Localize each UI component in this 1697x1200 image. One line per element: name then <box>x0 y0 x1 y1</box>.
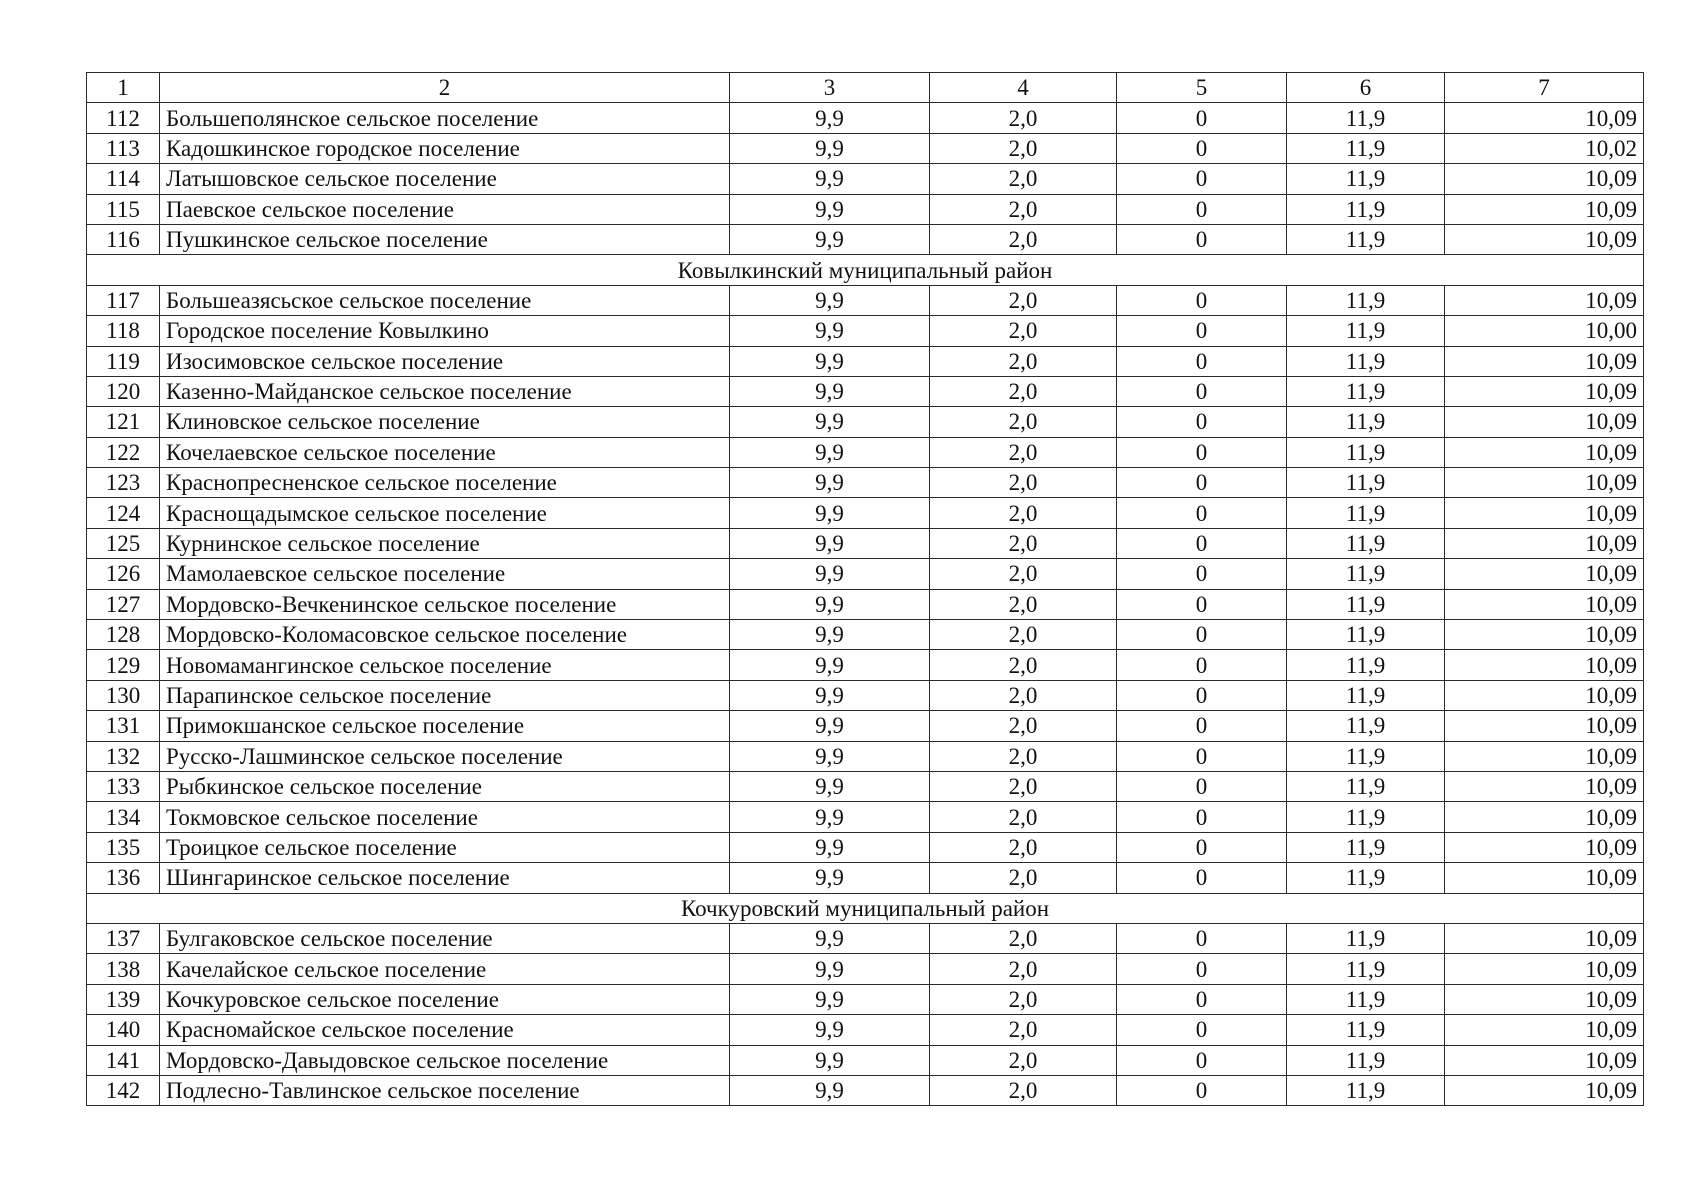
value-col-7: 10,09 <box>1445 741 1644 771</box>
value-col-7: 10,00 <box>1445 316 1644 346</box>
row-number: 139 <box>87 984 160 1014</box>
value-col-5: 0 <box>1117 863 1287 893</box>
value-col-5: 0 <box>1117 103 1287 133</box>
settlement-name: Краснопресненское сельское поселение <box>160 468 730 498</box>
settlement-name: Кадошкинское городское поселение <box>160 133 730 163</box>
table-row <box>87 741 1644 771</box>
row-number: 112 <box>87 103 160 133</box>
row-number: 135 <box>87 832 160 862</box>
row-number: 137 <box>87 923 160 953</box>
value-col-6: 11,9 <box>1287 498 1445 528</box>
table-row <box>87 863 1644 893</box>
value-col-7: 10,09 <box>1445 437 1644 467</box>
value-col-4: 2,0 <box>930 224 1117 254</box>
value-col-4: 2,0 <box>930 741 1117 771</box>
value-col-7: 10,09 <box>1445 771 1644 801</box>
value-col-4: 2,0 <box>930 1045 1117 1075</box>
value-col-3: 9,9 <box>730 285 930 315</box>
value-col-3: 9,9 <box>730 711 930 741</box>
value-col-6: 11,9 <box>1287 984 1445 1014</box>
value-col-7: 10,09 <box>1445 620 1644 650</box>
table-row <box>87 498 1644 528</box>
row-number: 138 <box>87 954 160 984</box>
value-col-7: 10,09 <box>1445 468 1644 498</box>
row-number: 131 <box>87 711 160 741</box>
value-col-3: 9,9 <box>730 468 930 498</box>
settlement-name: Большеполянское сельское поселение <box>160 103 730 133</box>
table-row <box>87 1075 1644 1105</box>
table-row <box>87 1045 1644 1075</box>
row-number: 130 <box>87 680 160 710</box>
value-col-6: 11,9 <box>1287 1015 1445 1045</box>
value-col-3: 9,9 <box>730 923 930 953</box>
district-section-row <box>87 255 1644 285</box>
table-row <box>87 407 1644 437</box>
value-col-6: 11,9 <box>1287 407 1445 437</box>
value-col-3: 9,9 <box>730 194 930 224</box>
value-col-3: 9,9 <box>730 954 930 984</box>
value-col-5: 0 <box>1117 711 1287 741</box>
row-number: 124 <box>87 498 160 528</box>
value-col-7: 10,09 <box>1445 1075 1644 1105</box>
header-cell: 1 <box>87 73 160 103</box>
table-row <box>87 164 1644 194</box>
row-number: 122 <box>87 437 160 467</box>
value-col-3: 9,9 <box>730 224 930 254</box>
table-row <box>87 711 1644 741</box>
settlement-name: Латышовское сельское поселение <box>160 164 730 194</box>
value-col-6: 11,9 <box>1287 711 1445 741</box>
value-col-4: 2,0 <box>930 133 1117 163</box>
district-section-row <box>87 893 1644 923</box>
table-header-row <box>87 73 1644 103</box>
value-col-7: 10,09 <box>1445 346 1644 376</box>
value-col-5: 0 <box>1117 741 1287 771</box>
header-cell: 2 <box>160 73 730 103</box>
value-col-7: 10,09 <box>1445 954 1644 984</box>
value-col-5: 0 <box>1117 407 1287 437</box>
value-col-6: 11,9 <box>1287 559 1445 589</box>
value-col-4: 2,0 <box>930 437 1117 467</box>
settlement-name: Паевское сельское поселение <box>160 194 730 224</box>
settlement-name: Городское поселение Ковылкино <box>160 316 730 346</box>
table-row <box>87 771 1644 801</box>
table-row <box>87 559 1644 589</box>
settlement-name: Краснощадымское сельское поселение <box>160 498 730 528</box>
row-number: 128 <box>87 620 160 650</box>
district-title: Ковылкинский муниципальный район <box>87 255 1644 285</box>
value-col-3: 9,9 <box>730 832 930 862</box>
row-number: 142 <box>87 1075 160 1105</box>
row-number: 114 <box>87 164 160 194</box>
value-col-4: 2,0 <box>930 680 1117 710</box>
value-col-6: 11,9 <box>1287 1075 1445 1105</box>
table-row <box>87 224 1644 254</box>
value-col-5: 0 <box>1117 832 1287 862</box>
settlement-name: Качелайское сельское поселение <box>160 954 730 984</box>
value-col-3: 9,9 <box>730 528 930 558</box>
value-col-7: 10,09 <box>1445 164 1644 194</box>
value-col-4: 2,0 <box>930 194 1117 224</box>
table-row <box>87 954 1644 984</box>
value-col-5: 0 <box>1117 194 1287 224</box>
value-col-5: 0 <box>1117 437 1287 467</box>
value-col-4: 2,0 <box>930 923 1117 953</box>
value-col-6: 11,9 <box>1287 194 1445 224</box>
value-col-7: 10,09 <box>1445 498 1644 528</box>
value-col-7: 10,09 <box>1445 863 1644 893</box>
value-col-6: 11,9 <box>1287 437 1445 467</box>
value-col-4: 2,0 <box>930 711 1117 741</box>
value-col-5: 0 <box>1117 316 1287 346</box>
settlement-name: Кочкуровское сельское поселение <box>160 984 730 1014</box>
value-col-5: 0 <box>1117 1045 1287 1075</box>
value-col-3: 9,9 <box>730 802 930 832</box>
value-col-3: 9,9 <box>730 316 930 346</box>
table-row <box>87 376 1644 406</box>
value-col-7: 10,09 <box>1445 194 1644 224</box>
value-col-4: 2,0 <box>930 407 1117 437</box>
value-col-4: 2,0 <box>930 528 1117 558</box>
value-col-5: 0 <box>1117 589 1287 619</box>
settlement-name: Примокшанское сельское поселение <box>160 711 730 741</box>
settlement-name: Рыбкинское сельское поселение <box>160 771 730 801</box>
row-number: 127 <box>87 589 160 619</box>
value-col-5: 0 <box>1117 984 1287 1014</box>
value-col-7: 10,09 <box>1445 285 1644 315</box>
table-row <box>87 650 1644 680</box>
value-col-7: 10,09 <box>1445 528 1644 558</box>
value-col-3: 9,9 <box>730 437 930 467</box>
value-col-3: 9,9 <box>730 771 930 801</box>
value-col-5: 0 <box>1117 1015 1287 1045</box>
value-col-3: 9,9 <box>730 863 930 893</box>
value-col-6: 11,9 <box>1287 771 1445 801</box>
value-col-7: 10,09 <box>1445 407 1644 437</box>
value-col-4: 2,0 <box>930 103 1117 133</box>
value-col-4: 2,0 <box>930 802 1117 832</box>
value-col-4: 2,0 <box>930 376 1117 406</box>
value-col-6: 11,9 <box>1287 680 1445 710</box>
table-row <box>87 133 1644 163</box>
settlements-table <box>86 72 1644 1106</box>
value-col-3: 9,9 <box>730 1075 930 1105</box>
district-title: Кочкуровский муниципальный район <box>87 893 1644 923</box>
value-col-7: 10,09 <box>1445 103 1644 133</box>
settlement-name: Мордовско-Давыдовское сельское поселение <box>160 1045 730 1075</box>
settlement-name: Подлесно-Тавлинское сельское поселение <box>160 1075 730 1105</box>
value-col-3: 9,9 <box>730 1015 930 1045</box>
table-row <box>87 346 1644 376</box>
value-col-7: 10,09 <box>1445 923 1644 953</box>
value-col-6: 11,9 <box>1287 650 1445 680</box>
value-col-6: 11,9 <box>1287 802 1445 832</box>
row-number: 140 <box>87 1015 160 1045</box>
table-row <box>87 802 1644 832</box>
table-row <box>87 316 1644 346</box>
value-col-7: 10,09 <box>1445 802 1644 832</box>
value-col-3: 9,9 <box>730 376 930 406</box>
value-col-5: 0 <box>1117 224 1287 254</box>
value-col-6: 11,9 <box>1287 954 1445 984</box>
header-cell: 7 <box>1445 73 1644 103</box>
table-row <box>87 984 1644 1014</box>
table-row <box>87 468 1644 498</box>
value-col-4: 2,0 <box>930 559 1117 589</box>
value-col-4: 2,0 <box>930 620 1117 650</box>
row-number: 141 <box>87 1045 160 1075</box>
settlement-name: Мордовско-Коломасовское сельское поселение <box>160 620 730 650</box>
settlement-name: Мамолаевское сельское поселение <box>160 559 730 589</box>
header-cell: 3 <box>730 73 930 103</box>
value-col-5: 0 <box>1117 376 1287 406</box>
value-col-5: 0 <box>1117 650 1287 680</box>
value-col-7: 10,09 <box>1445 589 1644 619</box>
value-col-4: 2,0 <box>930 650 1117 680</box>
value-col-3: 9,9 <box>730 1045 930 1075</box>
settlement-name: Русско-Лашминское сельское поселение <box>160 741 730 771</box>
value-col-4: 2,0 <box>930 589 1117 619</box>
table-row <box>87 437 1644 467</box>
value-col-7: 10,09 <box>1445 1045 1644 1075</box>
value-col-5: 0 <box>1117 528 1287 558</box>
value-col-4: 2,0 <box>930 285 1117 315</box>
value-col-6: 11,9 <box>1287 1045 1445 1075</box>
row-number: 136 <box>87 863 160 893</box>
value-col-3: 9,9 <box>730 650 930 680</box>
value-col-5: 0 <box>1117 498 1287 528</box>
settlement-name: Изосимовское сельское поселение <box>160 346 730 376</box>
value-col-7: 10,09 <box>1445 559 1644 589</box>
value-col-6: 11,9 <box>1287 164 1445 194</box>
table-row <box>87 103 1644 133</box>
value-col-5: 0 <box>1117 346 1287 376</box>
value-col-6: 11,9 <box>1287 620 1445 650</box>
value-col-7: 10,09 <box>1445 680 1644 710</box>
value-col-3: 9,9 <box>730 620 930 650</box>
row-number: 134 <box>87 802 160 832</box>
row-number: 120 <box>87 376 160 406</box>
value-col-7: 10,09 <box>1445 832 1644 862</box>
row-number: 115 <box>87 194 160 224</box>
value-col-6: 11,9 <box>1287 468 1445 498</box>
value-col-3: 9,9 <box>730 133 930 163</box>
value-col-4: 2,0 <box>930 832 1117 862</box>
table-body <box>87 73 1644 1106</box>
value-col-5: 0 <box>1117 620 1287 650</box>
row-number: 129 <box>87 650 160 680</box>
row-number: 116 <box>87 224 160 254</box>
value-col-3: 9,9 <box>730 498 930 528</box>
value-col-3: 9,9 <box>730 741 930 771</box>
value-col-6: 11,9 <box>1287 923 1445 953</box>
value-col-5: 0 <box>1117 285 1287 315</box>
row-number: 133 <box>87 771 160 801</box>
settlement-name: Шингаринское сельское поселение <box>160 863 730 893</box>
value-col-5: 0 <box>1117 133 1287 163</box>
row-number: 118 <box>87 316 160 346</box>
value-col-6: 11,9 <box>1287 832 1445 862</box>
value-col-6: 11,9 <box>1287 224 1445 254</box>
row-number: 117 <box>87 285 160 315</box>
value-col-7: 10,09 <box>1445 376 1644 406</box>
value-col-4: 2,0 <box>930 1075 1117 1105</box>
value-col-5: 0 <box>1117 771 1287 801</box>
row-number: 125 <box>87 528 160 558</box>
header-cell: 5 <box>1117 73 1287 103</box>
table-row <box>87 194 1644 224</box>
header-cell: 6 <box>1287 73 1445 103</box>
value-col-5: 0 <box>1117 559 1287 589</box>
value-col-4: 2,0 <box>930 954 1117 984</box>
settlement-name: Пушкинское сельское поселение <box>160 224 730 254</box>
value-col-5: 0 <box>1117 680 1287 710</box>
value-col-6: 11,9 <box>1287 316 1445 346</box>
settlement-name: Мордовско-Вечкенинское сельское поселение <box>160 589 730 619</box>
value-col-4: 2,0 <box>930 863 1117 893</box>
settlement-name: Большеазясьское сельское поселение <box>160 285 730 315</box>
value-col-5: 0 <box>1117 468 1287 498</box>
value-col-4: 2,0 <box>930 468 1117 498</box>
value-col-3: 9,9 <box>730 346 930 376</box>
settlement-name: Булгаковское сельское поселение <box>160 923 730 953</box>
table-row <box>87 589 1644 619</box>
value-col-7: 10,02 <box>1445 133 1644 163</box>
table-row <box>87 923 1644 953</box>
value-col-5: 0 <box>1117 164 1287 194</box>
value-col-7: 10,09 <box>1445 1015 1644 1045</box>
value-col-6: 11,9 <box>1287 863 1445 893</box>
value-col-4: 2,0 <box>930 984 1117 1014</box>
value-col-4: 2,0 <box>930 346 1117 376</box>
row-number: 123 <box>87 468 160 498</box>
table-row <box>87 832 1644 862</box>
settlement-name: Клиновское сельское поселение <box>160 407 730 437</box>
value-col-7: 10,09 <box>1445 711 1644 741</box>
value-col-6: 11,9 <box>1287 376 1445 406</box>
value-col-3: 9,9 <box>730 164 930 194</box>
value-col-7: 10,09 <box>1445 984 1644 1014</box>
value-col-6: 11,9 <box>1287 528 1445 558</box>
value-col-3: 9,9 <box>730 407 930 437</box>
value-col-7: 10,09 <box>1445 224 1644 254</box>
value-col-4: 2,0 <box>930 164 1117 194</box>
settlement-name: Троицкое сельское поселение <box>160 832 730 862</box>
settlement-name: Парапинское сельское поселение <box>160 680 730 710</box>
row-number: 119 <box>87 346 160 376</box>
row-number: 121 <box>87 407 160 437</box>
value-col-4: 2,0 <box>930 498 1117 528</box>
value-col-3: 9,9 <box>730 103 930 133</box>
value-col-3: 9,9 <box>730 680 930 710</box>
settlement-name: Токмовское сельское поселение <box>160 802 730 832</box>
value-col-4: 2,0 <box>930 771 1117 801</box>
value-col-3: 9,9 <box>730 589 930 619</box>
header-cell: 4 <box>930 73 1117 103</box>
value-col-4: 2,0 <box>930 1015 1117 1045</box>
table-row <box>87 680 1644 710</box>
value-col-3: 9,9 <box>730 559 930 589</box>
value-col-6: 11,9 <box>1287 103 1445 133</box>
table-row <box>87 528 1644 558</box>
value-col-4: 2,0 <box>930 316 1117 346</box>
row-number: 126 <box>87 559 160 589</box>
table-row <box>87 620 1644 650</box>
settlement-name: Казенно-Майданское сельское поселение <box>160 376 730 406</box>
table-row <box>87 1015 1644 1045</box>
row-number: 113 <box>87 133 160 163</box>
value-col-5: 0 <box>1117 954 1287 984</box>
settlement-name: Красномайское сельское поселение <box>160 1015 730 1045</box>
table-row <box>87 285 1644 315</box>
value-col-5: 0 <box>1117 923 1287 953</box>
settlement-name: Курнинское сельское поселение <box>160 528 730 558</box>
settlement-name: Новомамангинское сельское поселение <box>160 650 730 680</box>
value-col-6: 11,9 <box>1287 285 1445 315</box>
value-col-3: 9,9 <box>730 984 930 1014</box>
value-col-6: 11,9 <box>1287 346 1445 376</box>
row-number: 132 <box>87 741 160 771</box>
value-col-5: 0 <box>1117 1075 1287 1105</box>
value-col-6: 11,9 <box>1287 741 1445 771</box>
value-col-6: 11,9 <box>1287 589 1445 619</box>
value-col-7: 10,09 <box>1445 650 1644 680</box>
settlement-name: Кочелаевское сельское поселение <box>160 437 730 467</box>
value-col-6: 11,9 <box>1287 133 1445 163</box>
value-col-5: 0 <box>1117 802 1287 832</box>
